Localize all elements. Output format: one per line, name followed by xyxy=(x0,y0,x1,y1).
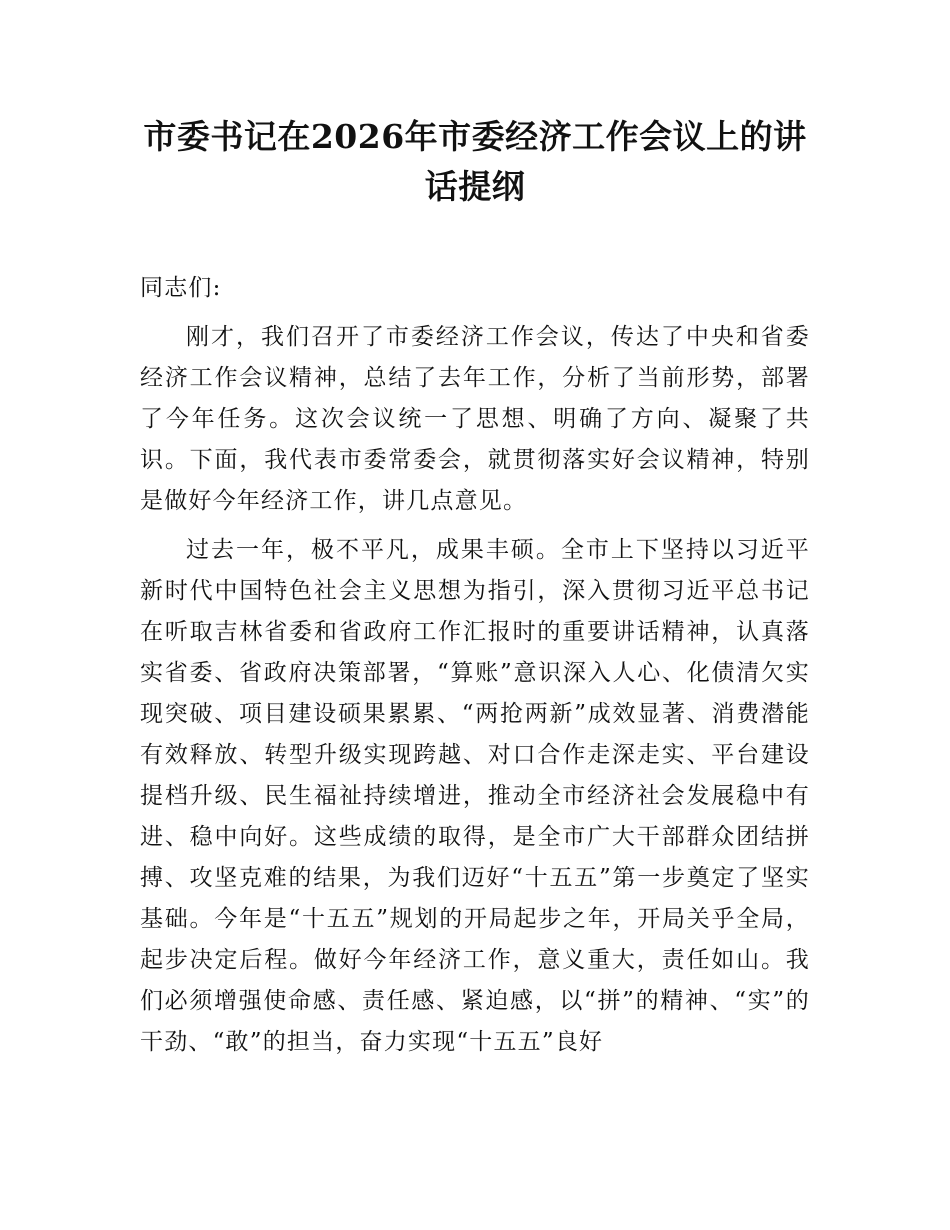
paragraph: 刚才，我们召开了市委经济工作会议，传达了中央和省委经济工作会议精神，总结了去年工作，分析了当前形势，部署了今年任务。这次会议统一了思想、明确了方向、凝聚了共识。下面，我代表市委常委会，就贯彻落实好会议精神，特别是做好今年经济工作，讲几点意见。 xyxy=(140,324,810,514)
paragraph: 过去一年，极不平凡，成果丰硕。全市上下坚持以习近平新时代中国特色社会主义思想为指引，深入贯彻习近平总书记在听取吉林省委和省政府工作汇报时的重要讲话精神，认真落实省委、省政府决策部署，“算账”意识深入人心、化债清欠实现突破、项目建设硕果累累、“两抢两新”成效显著、消费潜能有效释放、转型升级实现跨越、对口合作走深走实、平台建设提档升级、民生福祉持续增进，推动全市经济社会发展稳中有进、稳中向好。这些成绩的取得，是全市广大干部群众团结拼搏、攻坚克难的结果，为我们迈好“十五五”第一步奠定了坚实基础。今年是“十五五”规划的开局起步之年，开局关乎全局，起步决定后程。做好今年经济工作，意义重大，责任如山。我们必须增强使命感、责任感、紧迫感，以“拼”的精神、“实”的干劲、“敢”的担当，奋力实现“十五五”良好 xyxy=(140,537,810,1055)
document-title: 市委书记在2026年市委经济工作会议上的讲话提纲 xyxy=(143,117,807,206)
document-body xyxy=(140,268,810,1071)
salutation: 同志们: xyxy=(140,275,222,301)
